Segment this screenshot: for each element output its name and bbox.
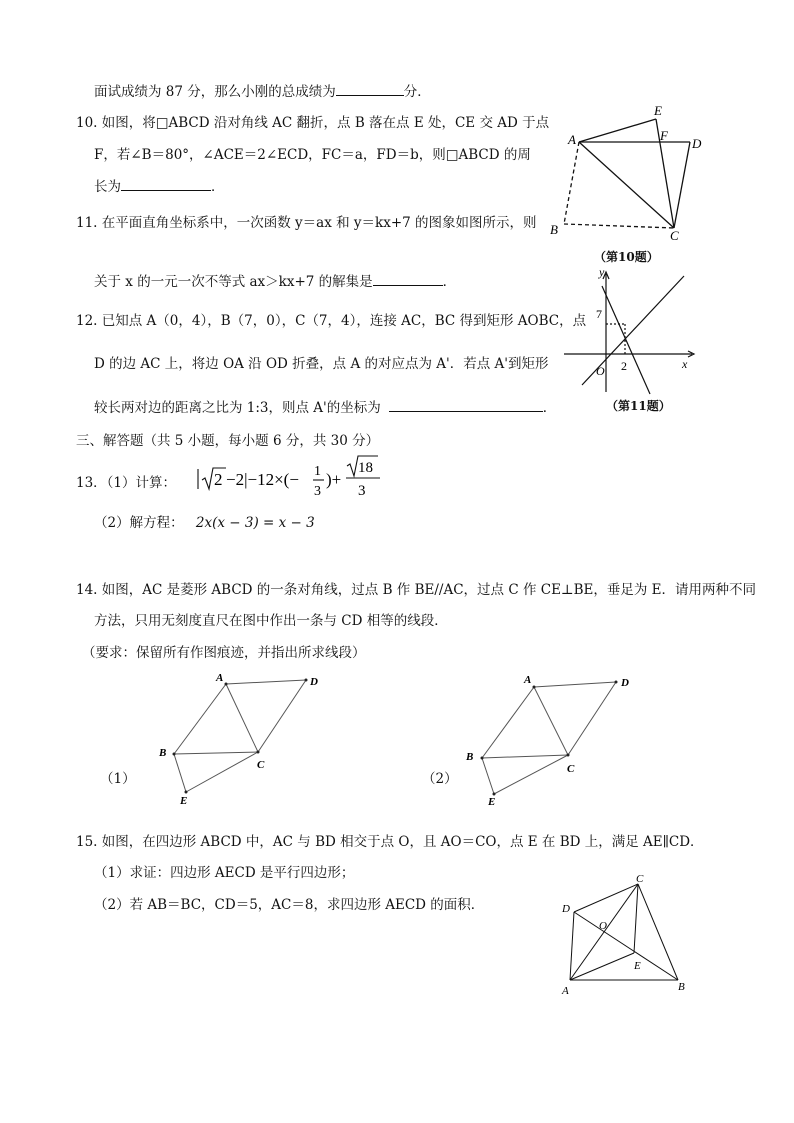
label-d: D: [310, 676, 318, 688]
label-c: C: [636, 873, 644, 885]
answer-blank[interactable]: [121, 176, 211, 191]
q13-part2: （2）解方程： 2x(x − 3) = x − 3: [94, 515, 315, 531]
score-line: 面试成绩为 87 分，那么小刚的总成绩为 分．: [94, 81, 431, 101]
label-b: B: [678, 981, 685, 993]
q10-line-2: F，若∠B＝80°，∠ACE＝2∠ECD，FC＝a，FD＝b，则□ABCD 的周: [94, 147, 531, 163]
q13-label: 13．（1）计算：: [76, 475, 177, 491]
formula-mid: −2|−12×(−: [226, 470, 299, 489]
q15-line-3: （2）若 AB＝BC，CD＝5，AC＝8，求四边形 AECD 的面积．: [94, 897, 485, 913]
edge-dc: [674, 142, 690, 228]
edge-bc: [638, 884, 678, 980]
label-y: y: [599, 265, 605, 279]
label-a: A: [524, 674, 532, 686]
label-c: C: [567, 763, 575, 775]
section-heading: 三、解答题（共 5 小题，每小题 6 分，共 30 分）: [76, 433, 380, 449]
q14-line-3: （要求：保留所有作图痕迹，并指出所求线段）: [82, 645, 366, 661]
label-a: A: [568, 132, 576, 147]
formula-eighteen: 18: [358, 460, 373, 476]
answer-blank[interactable]: [336, 81, 404, 96]
q15-line-1: 15. 如图，在四边形 ABCD 中，AC 与 BD 相交于点 O，且 AO＝CO，点 E 在 BD 上，满足 AE∥CD．: [76, 834, 704, 850]
q10-line-1: 10. 如图，将□ABCD 沿对角线 AC 翻折，点 B 落在点 E 处，CE 交 AD 于点: [76, 115, 550, 131]
label-e: E: [488, 796, 496, 808]
diagonal-bd: [574, 912, 678, 980]
label-f: F: [660, 128, 668, 143]
figure-q11: [560, 262, 700, 400]
label-b: B: [159, 747, 167, 759]
label-x: x: [682, 357, 688, 371]
label-e: E: [654, 103, 662, 118]
label-d: D: [562, 903, 570, 915]
label-a: A: [562, 985, 569, 997]
edge-bc-dashed: [564, 224, 674, 228]
figure-q14-2: [460, 668, 640, 808]
formula-denominator: 3: [314, 484, 321, 499]
label-c: C: [257, 759, 265, 771]
line-y-kx7: [602, 286, 650, 394]
q12-line-2: D 的边 AC 上，将边 OA 沿 OD 折叠，点 A 的对应点为 A'．若点 A'到矩形: [94, 356, 549, 372]
q11-line-1: 11. 在平面直角坐标系中，一次函数 y＝ax 和 y＝kx+7 的图象如图所示，则: [76, 215, 537, 231]
label-d: D: [621, 677, 629, 689]
q11-line-2: 关于 x 的一元一次不等式 ax＞kx+7 的解集是 ．: [94, 271, 456, 291]
segment-ce: [634, 884, 638, 953]
label-b: B: [466, 751, 474, 763]
label-a: A: [216, 672, 224, 684]
q12-line-3: 较长两对边的距离之比为 1:3，则点 A'的坐标为 ．: [94, 397, 556, 417]
q15-line-2: （1）求证：四边形 AECD 是平行四边形；: [94, 865, 355, 881]
label-e: E: [180, 795, 188, 807]
q10-line-3: 长为 ．: [94, 176, 225, 196]
label-b: B: [550, 222, 558, 237]
edge-ab-dashed: [564, 142, 579, 224]
figure-q10: [546, 100, 716, 245]
formula-numerator: 1: [314, 464, 321, 479]
figure-1-label: （1）: [100, 771, 136, 787]
answer-blank[interactable]: [389, 397, 543, 412]
diagonal-ac: [579, 142, 674, 228]
caption-q11: （第11题）: [606, 399, 671, 413]
label-e: E: [634, 960, 641, 972]
formula-sqrt2: 2: [214, 470, 223, 489]
figure-q14-1: [150, 668, 330, 808]
label-two: 2: [621, 359, 627, 373]
label-c: C: [670, 228, 679, 243]
edge-da: [570, 912, 574, 980]
label-origin: O: [596, 364, 605, 378]
edge-ae: [579, 119, 656, 142]
q12-line-1: 12. 已知点 A（0，4），B（7，0），C（7，4），连接 AC，BC 得到矩形 AOBC，点: [76, 313, 587, 329]
label-seven: 7: [596, 307, 602, 321]
q14-line-1: 14. 如图，AC 是菱形 ABCD 的一条对角线，过点 B 作 BE//AC，过点 C 作 CE⊥BE，垂足为 E．请用两种不同: [76, 582, 757, 598]
formula-plus: )+: [326, 470, 342, 489]
figure-q15: [554, 872, 704, 1000]
label-o: O: [599, 920, 607, 932]
q14-line-2: 方法，只用无刻度直尺在图中作出一条与 CD 相等的线段．: [94, 613, 448, 629]
formula-three: 3: [358, 483, 366, 499]
answer-blank[interactable]: [373, 271, 443, 286]
q13-formula: [192, 452, 402, 504]
figure-2-label: （2）: [422, 771, 458, 787]
label-d: D: [692, 136, 702, 151]
caption-q10: （第10题）: [594, 250, 659, 264]
